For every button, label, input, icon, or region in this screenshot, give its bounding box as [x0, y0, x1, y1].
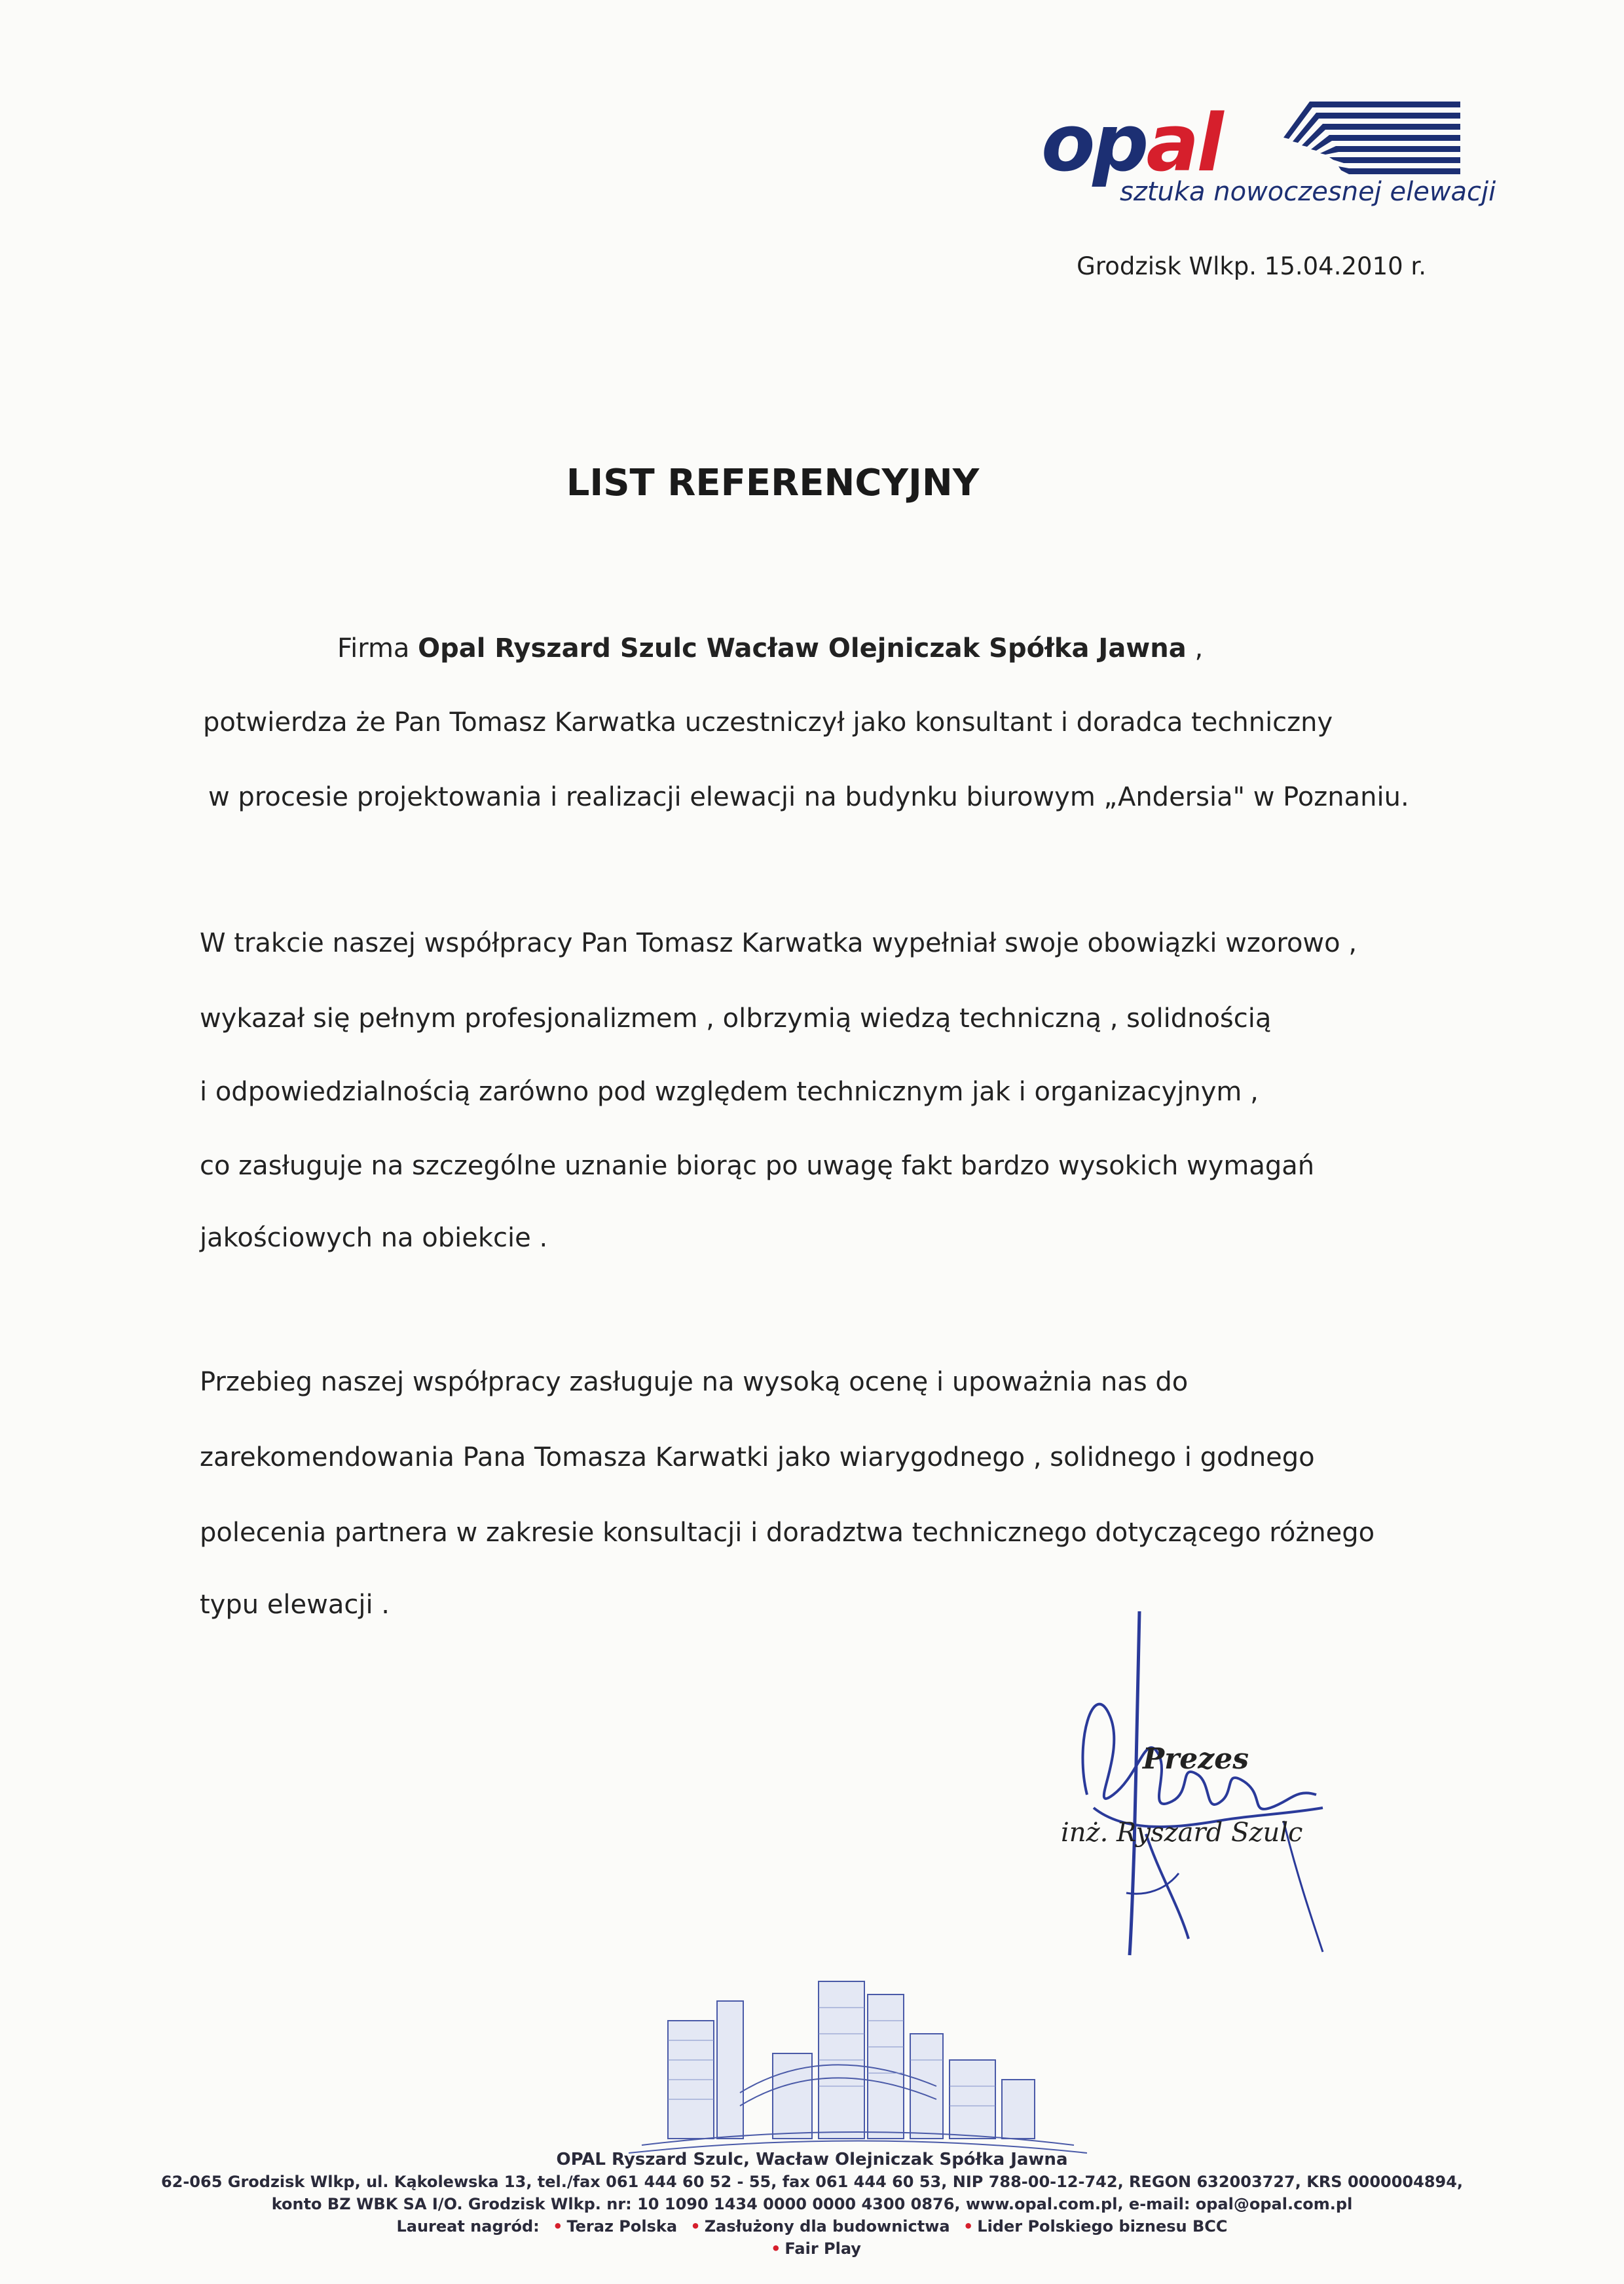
footer-company: OPAL Ryszard Szulc, Wacław Olejniczak Spółka Jawna	[556, 2150, 1068, 2169]
award-item: Zasłużony dla budownictwa	[704, 2217, 950, 2236]
letter-date: Grodzisk Wlkp. 15.04.2010 r.	[1077, 252, 1426, 280]
intro-company: Opal Ryszard Szulc Wacław Olejniczak Spółka Jawna	[418, 633, 1187, 664]
intro-suffix: ,	[1186, 633, 1204, 664]
logo-tagline: sztuka nowoczesnej elewacji	[1120, 177, 1496, 207]
bullet-icon: •	[963, 2217, 974, 2236]
bullet-icon: •	[690, 2217, 701, 2236]
footer-awards	[0, 2215, 1624, 2237]
letter-title: LIST REFERENCYJNY	[566, 462, 980, 504]
award-item: Fair Play	[784, 2239, 861, 2258]
city-skyline-illustration	[629, 1962, 1087, 2158]
bullet-icon: •	[771, 2239, 781, 2258]
bullet-icon: •	[553, 2217, 563, 2236]
intro-prefix: Firma	[337, 633, 418, 664]
awards-label: Laureat nagród:	[396, 2217, 540, 2236]
intro-line-3: w procesie projektowania i realizacji elewacji na budynku biurowym „Andersia" w Poznaniu.	[208, 782, 1409, 812]
letterhead-footer	[0, 2148, 1624, 2260]
footer-awards-2	[0, 2237, 1624, 2260]
logo-word-main: op	[1041, 98, 1147, 189]
paragraph2-line: co zasługuje na szczególne uznanie biorąc po uwagę fakt bardzo wysokich wymagań	[200, 1151, 1315, 1181]
paragraph3-line: typu elewacji .	[200, 1590, 390, 1620]
company-logo	[1041, 98, 1496, 216]
intro-line-1	[337, 632, 1203, 665]
logo-wordmark	[1041, 98, 1221, 190]
paragraph3-line: zarekomendowania Pana Tomasza Karwatki jako wiarygodnego , solidnego i godnego	[200, 1442, 1315, 1472]
handwritten-signature	[1048, 1598, 1349, 1965]
paragraph3-line: polecenia partnera w zakresie konsultacji i doradztwa technicznego dotyczącego różnego	[200, 1518, 1375, 1548]
award-item: Lider Polskiego biznesu BCC	[977, 2217, 1228, 2236]
paragraph2-line: jakościowych na obiekcie .	[200, 1223, 548, 1253]
paragraph2-line: i odpowiedzialnością zarówno pod względem technicznym jak i organizacyjnym ,	[200, 1077, 1259, 1107]
paragraph2-line: wykazał się pełnym profesjonalizmem , olbrzymią wiedzą techniczną , solidnością	[200, 1003, 1272, 1034]
paragraph2-line: W trakcie naszej współpracy Pan Tomasz Karwatka wypełniał swoje obowiązki wzorowo ,	[200, 928, 1357, 958]
footer-address: 62-065 Grodzisk Wlkp, ul. Kąkolewska 13, tel./fax 061 444 60 52 - 55, fax 061 444 60 53, NIP 788-00-12-742, REGON 632003727, KRS 0000004894,	[160, 2173, 1464, 2191]
signer-role: Prezes	[1143, 1742, 1249, 1776]
signer-name: inż. Ryszard Szulc	[1061, 1818, 1303, 1848]
intro-line-2: potwierdza że Pan Tomasz Karwatka uczestniczył jako konsultant i doradca techniczny	[203, 707, 1333, 738]
paragraph3-line: Przebieg naszej współpracy zasługuje na wysoką ocenę i upoważnia nas do	[200, 1367, 1189, 1397]
footer-bank: konto BZ WBK SA I/O. Grodzisk Wlkp. nr: 10 1090 1434 0000 0000 4300 0876, www.opal.com.pl, e-mail: opal@opal.com.pl	[271, 2195, 1353, 2213]
logo-building-icon	[1283, 98, 1460, 183]
award-item: Teraz Polska	[566, 2217, 678, 2236]
logo-word-accent: al	[1146, 98, 1221, 189]
